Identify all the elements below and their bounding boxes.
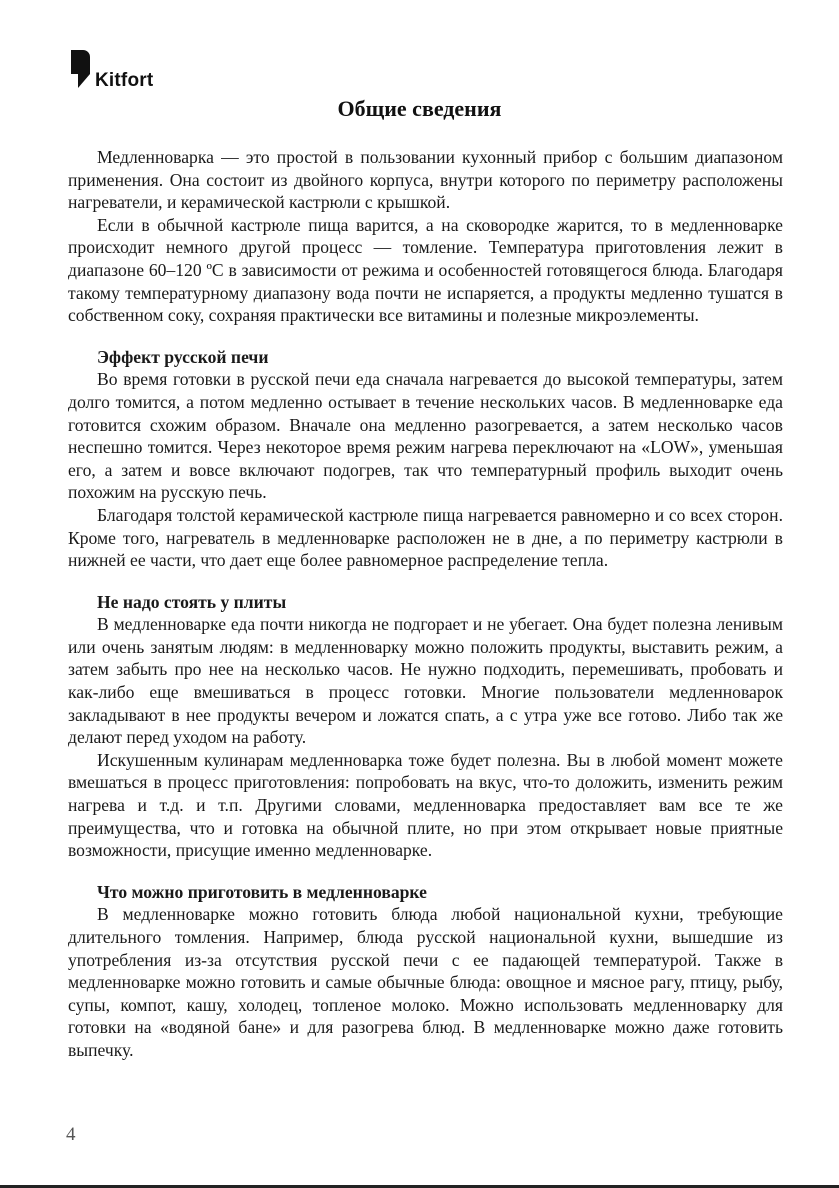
brand-name: Kitfort: [95, 70, 154, 91]
section-heading-no-need-to-stand: Не надо стоять у плиты: [97, 591, 287, 612]
section-heading-what-to-cook: Что можно приготовить в медленноварке: [97, 881, 427, 902]
page-title: Общие сведения: [337, 96, 502, 121]
brand-logo: [68, 48, 153, 94]
kitfort-logo-icon: [68, 48, 92, 94]
document-body: [68, 146, 783, 1062]
section-heading-russian-oven: Эффект русской печи: [97, 346, 269, 367]
section-paragraph: Искушенным кулинарам медленноварка тоже будет полезна. Вы в любой момент можете вмешаться в процесс приготовления: попробовать на вкус, что-то доложить, изменить режим нагрева и т.д. и т.п. Другими словами, медленноварка предоставляет вам все те же преимущества, что и готовка на обычной плите, но при этом открывает новые приятные возможности, присущие именно медленноварке.: [68, 749, 783, 861]
intro-paragraph: Если в обычной кастрюле пища варится, а на сковородке жарится, то в медленноварке происходит немного другой процесс — томление. Температура приготовления лежит в диапазоне 60–120 ºС в зависимости от режима и особенностей готовящегося блюда. Благодаря такому температурному диапазону вода почти не испаряется, а продукты медленно тушатся в собственном соку, сохраняя практически все витамины и полезные микроэлементы.: [68, 214, 783, 326]
section-paragraph: В медленноварке еда почти никогда не подгорает и не убегает. Она будет полезна ленивым или очень занятым людям: в медленноварку можно положить продукты, выставить режим, а затем забыть про нее на несколько часов. Не нужно подходить, перемешивать, пробовать и как-либо еще вмешиваться в процесс готовки. Многие пользователи медленноварок закладывают в нее продукты вечером и ложатся спать, а с утра уже все готово. Либо так же делают перед уходом на работу.: [68, 614, 783, 748]
section-paragraph: Во время готовки в русской печи еда сначала нагревается до высокой температуры, затем долго томится, а потом медленно остывает в течение нескольких часов. В медленноварке еда готовится схожим образом. Вначале она медленно разогревается, а затем несколько часов неспешно томится. Через некоторое время режим нагрева переключают на «LOW», уменьшая его, а затем и вовсе включают подогрев, так что температурный профиль выходит очень похожим на русскую печь.: [68, 369, 783, 503]
section-paragraph: В медленноварке можно готовить блюда любой национальной кухни, требующие длительного томления. Например, блюда русской национальной кухни, вышедшие из употребления из-за отсутствия русской печи с ее падающей температурой. Также в медленноварке можно готовить и самые обычные блюда: овощное и мясное рагу, птицу, рыбу, супы, компот, кашу, холодец, топленое молоко. Можно использовать медленноварку для готовки на «водяной бане» и для разогрева блюд. В медленноварке можно даже готовить выпечку.: [68, 904, 783, 1060]
section-paragraph: Благодаря толстой керамической кастрюле пища нагревается равномерно и со всех сторон. Кроме того, нагреватель в медленноварке расположен не в дне, а по периметру кастрюли в нижней ее части, что дает еще более равномерное распределение тепла.: [68, 504, 783, 571]
page-number: 4: [66, 1124, 76, 1145]
intro-paragraph: Медленноварка — это простой в пользовании кухонный прибор с большим диапазоном применения. Она состоит из двойного корпуса, внутри которого по периметру расположены нагреватели, и керамической кастрюли с крышкой.: [68, 147, 783, 213]
